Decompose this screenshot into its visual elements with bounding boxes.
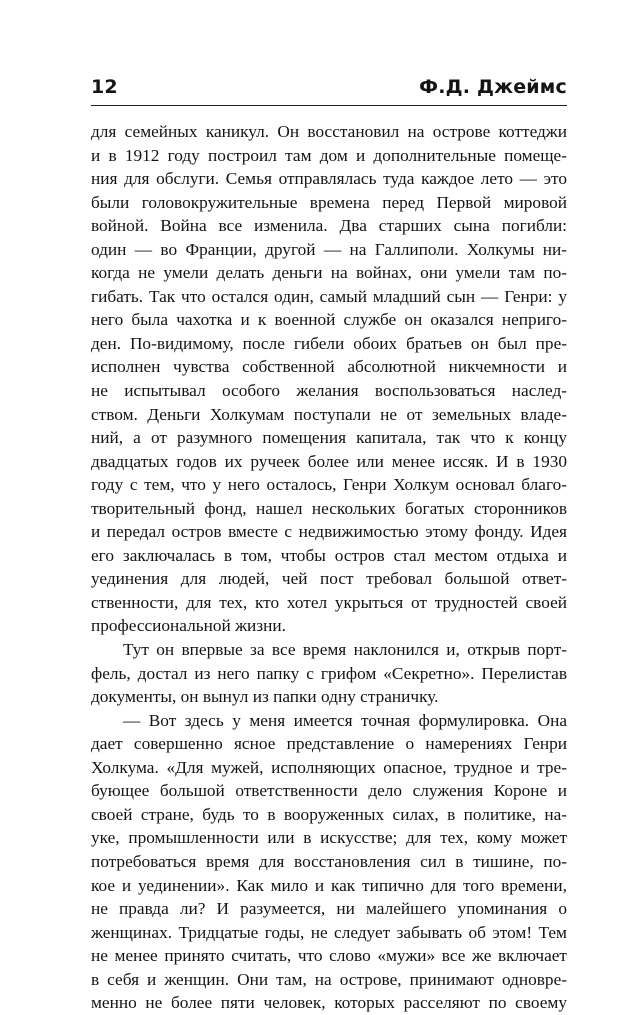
text-line: документы, он вынул из папки одну страничку. [91, 687, 439, 707]
text-line: в себя и женщин. Они там, на острове, принимают одновре- [91, 969, 567, 989]
text-line: ден. По-видимому, после гибели обоих братьев он был пре- [91, 333, 567, 353]
text-line: ний, а от разумного помещения капитала, так что к концу [91, 428, 567, 448]
text-line: для семейных каникул. Он восстановил на острове коттеджи [91, 122, 567, 141]
text-line: профессиональной жизни. [91, 616, 286, 636]
author-name: Ф.Д. Джеймс [419, 76, 567, 98]
text-line: творительный фонд, нашел нескольких богатых сторонников [91, 498, 567, 518]
page-number: 12 [91, 76, 118, 98]
text-line: были головокружительные времена перед Первой мировой [91, 192, 567, 212]
text-line: войной. Война все изменила. Два старших сына погибли: [91, 216, 567, 236]
text-line: своей стране, будь то в вооруженных силах, в политике, на- [91, 804, 567, 824]
text-line: и в 1912 году построил там дом и дополнительные помеще- [91, 145, 567, 165]
text-line: Холкума. «Для мужей, исполняющих опасное, трудное и тре- [91, 757, 567, 777]
text-line: когда не умели делать деньги на войнах, они умели там по- [91, 263, 567, 283]
text-line: него была чахотка и к военной службе он оказался неприго- [91, 310, 567, 330]
text-line: кое и уединении». Как мило и как типично для того времени, [91, 875, 567, 895]
text-line: бующее большой ответственности дело служения Короне и [91, 781, 567, 801]
running-header [91, 76, 567, 98]
text-line: — Вот здесь у меня имеется точная формулировка. Она [123, 710, 567, 730]
text-line: не испытывал особого желания воспользоваться наслед- [91, 381, 567, 401]
text-line: ния для обслуги. Семья отправлялась туда каждое лето — это [91, 169, 567, 189]
text-line: менно не более пяти человек, которых расселяют по своему [91, 993, 567, 1013]
text-line: уке, промышленности или в искусстве; для тех, кому может [91, 828, 567, 848]
text-line: женщинах. Тридцатые годы, не следует забывать об этом! Тем [91, 922, 567, 942]
text-line: году с тем, что у него осталось, Генри Холкум основал благо- [91, 475, 567, 495]
text-line: ством. Деньги Холкумам поступали не от земельных владе- [91, 404, 567, 424]
header-rule [91, 105, 567, 106]
text-line: не правда ли? И разумеется, ни малейшего упоминания о [91, 899, 567, 919]
text-line: уединения для людей, чей пост требовал большой ответ- [91, 569, 567, 589]
text-line: ственности, для тех, кто хотел укрыться от трудностей своей [91, 592, 567, 612]
text-line: фель, достал из него папку с грифом «Секретно». Перелистав [91, 663, 567, 683]
text-line: двадцатых годов их ручеек более или менее иссяк. И в 1930 [91, 451, 567, 471]
text-line: его заключалась в том, чтобы остров стал местом отдыха и [91, 545, 567, 565]
text-line: один — во Франции, другой — на Галлиполи. Холкумы ни- [91, 239, 567, 259]
text-line: Тут он впервые за все время наклонился и, открыв порт- [123, 640, 567, 660]
text-line: не менее принято считать, что слово «мужи» все же включает [91, 946, 567, 966]
text-line: дает совершенно ясное представление о намерениях Генри [91, 734, 567, 754]
text-line: и передал остров вместе с недвижимостью этому фонду. Идея [91, 522, 567, 542]
body-text [91, 120, 567, 1015]
text-line: исполнен чувства собственной абсолютной никчемности и [91, 357, 567, 377]
text-line: потребоваться время для восстановления сил в тишине, по- [91, 851, 567, 871]
text-line: гибать. Так что остался один, самый младший сын — Генри: у [91, 286, 567, 306]
